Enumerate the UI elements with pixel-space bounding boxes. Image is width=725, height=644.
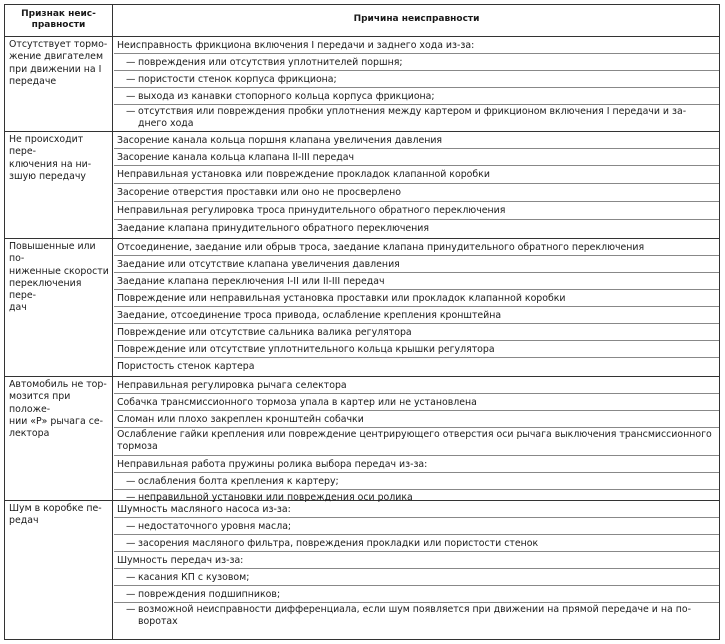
- cause-text: отсутствия или повреждения пробки уплотнения между картером и фрикционом включения I передачи и за- днего хода: [138, 106, 687, 129]
- cause-text: Неправильная работа пружины ролика выбора передач из-за:: [117, 459, 428, 470]
- table-row: [5, 239, 719, 377]
- cause-text: Неисправность фрикциона включения I передачи и заднего хода из-за:: [117, 40, 475, 51]
- dash-bullet: —: [126, 521, 136, 532]
- cause-text: засорения масляного фильтра, повреждения прокладки или пористости стенок: [138, 538, 539, 549]
- table-row: [5, 377, 719, 501]
- cause-item: [114, 256, 719, 273]
- cause-text: Повреждение или отсутствие уплотнительного кольца крышки регулятора: [117, 344, 495, 355]
- dash-bullet: —: [126, 492, 136, 503]
- cause-list: [114, 37, 719, 131]
- cause-item: [114, 132, 719, 149]
- dash-bullet: —: [126, 589, 136, 600]
- cause-text: выхода из канавки стопорного кольца корпуса фрикциона;: [138, 91, 435, 102]
- cause-subitem: [114, 535, 719, 552]
- cause-text: ослабления болта крепления к картеру;: [138, 476, 339, 487]
- table-row: [5, 132, 719, 239]
- dash-bullet: —: [126, 91, 136, 102]
- cause-subitem: [114, 518, 719, 535]
- cause-item: [114, 411, 719, 428]
- symptom-cell: Не происходит пере- ключения на ни- зшую передачу: [5, 132, 113, 238]
- cause-subitem: [114, 603, 719, 640]
- cause-item: [114, 149, 719, 166]
- cause-list: [114, 132, 719, 238]
- table-row: [5, 37, 719, 132]
- dash-bullet: —: [126, 476, 136, 487]
- cause-item: [114, 220, 719, 238]
- cause-text: Повреждение или отсутствие сальника валика регулятора: [117, 327, 412, 338]
- cause-text: Ослабление гайки крепления или повреждение центрирующего отверстия оси рычага выключения трансмиссионного тормоза: [117, 429, 712, 452]
- cause-text: пористости стенок корпуса фрикциона;: [138, 74, 337, 85]
- cause-text: повреждения или отсутствия уплотнителей поршня;: [138, 57, 403, 68]
- cause-item: [114, 377, 719, 394]
- cause-item: [114, 37, 719, 54]
- cause-item: [114, 290, 719, 307]
- cause-text: повреждения подшипников;: [138, 589, 281, 600]
- cause-text: Пористость стенок картера: [117, 361, 255, 372]
- cause-item: [114, 202, 719, 220]
- cause-text: Собачка трансмиссионного тормоза упала в картер или не установлена: [117, 397, 477, 408]
- cause-text: Засорение канала кольца поршня клапана увеличения давления: [117, 135, 443, 146]
- cause-item: [114, 456, 719, 473]
- cause-text: Заедание клапана принудительного обратного переключения: [117, 223, 430, 234]
- cause-text: Повреждение или неправильная установка проставки или прокладок клапанной коробки: [117, 293, 566, 304]
- cause-text: Отсоединение, заедание или обрыв троса, заедание клапана принудительного обратного переключения: [117, 242, 645, 253]
- cause-column-header: Причина неисправности: [353, 14, 480, 24]
- fault-table: [4, 4, 720, 640]
- cause-text: Заедание, отсоединение троса привода, ослабление крепления кронштейна: [117, 310, 502, 321]
- cause-subitem: [114, 569, 719, 586]
- cause-item: [114, 341, 719, 358]
- cause-item: [114, 324, 719, 341]
- symptom-cell: Автомобиль не тор- мозится при положе- нии «Р» рычага се- лектора: [5, 377, 113, 500]
- cause-text: Шумность передач из-за:: [117, 555, 244, 566]
- cause-text: Засорение отверстия проставки или оно не просверлено: [117, 187, 401, 198]
- dash-bullet: —: [126, 572, 136, 583]
- cause-subitem: [114, 105, 719, 131]
- cause-list: [114, 501, 719, 640]
- cause-item: [114, 239, 719, 256]
- dash-bullet: —: [126, 74, 136, 85]
- cause-text: Неправильная установка или повреждение прокладок клапанной коробки: [117, 169, 490, 180]
- cause-text: Заедание клапана переключения I-II или II-III передач: [117, 276, 385, 287]
- symptom-cell: Повышенные или по- ниженные скорости переключения пере- дач: [5, 239, 113, 376]
- table-row: [5, 501, 719, 640]
- cause-list: [114, 377, 719, 507]
- symptom-column-header: Признак неис- правности: [5, 5, 113, 36]
- cause-item: [114, 394, 719, 411]
- cause-text: Засорение канала кольца клапана II-III передач: [117, 152, 355, 163]
- dash-bullet: —: [126, 57, 136, 68]
- dash-bullet: —: [126, 538, 136, 549]
- cause-text: Неправильная регулировка рычага селектора: [117, 380, 347, 391]
- dash-bullet: —: [126, 604, 136, 615]
- cause-text: Шумность масляного насоса из-за:: [117, 504, 291, 515]
- cause-item: [114, 273, 719, 290]
- cause-subitem: [114, 54, 719, 71]
- symptom-cell: Отсутствует тормо- жение двигателем при движении на I передаче: [5, 37, 113, 131]
- cause-item: [114, 184, 719, 202]
- cause-item: [114, 166, 719, 184]
- cause-subitem: [114, 473, 719, 490]
- cause-item: [114, 552, 719, 569]
- dash-bullet: —: [126, 106, 136, 117]
- symptom-cell: Шум в коробке пе- редач: [5, 501, 113, 640]
- cause-item: [114, 501, 719, 518]
- cause-subitem: [114, 88, 719, 105]
- cause-text: Неправильная регулировка троса принудительного обратного переключения: [117, 205, 506, 216]
- cause-text: неправильной установки или повреждения оси ролика: [138, 492, 413, 503]
- cause-text: возможной неисправности дифференциала, если шум появляется при движении на прямой передаче и на по- воротах: [138, 604, 691, 627]
- cause-text: недостаточного уровня масла;: [138, 521, 292, 532]
- table-header: [5, 5, 719, 37]
- cause-list: [114, 239, 719, 376]
- cause-text: касания КП с кузовом;: [138, 572, 250, 583]
- cause-item: [114, 428, 719, 456]
- cause-item: [114, 358, 719, 376]
- cause-text: Заедание или отсутствие клапана увеличения давления: [117, 259, 400, 270]
- cause-text: Сломан или плохо закреплен кронштейн собачки: [117, 414, 364, 425]
- cause-subitem: [114, 586, 719, 603]
- cause-item: [114, 307, 719, 324]
- cause-subitem: [114, 71, 719, 88]
